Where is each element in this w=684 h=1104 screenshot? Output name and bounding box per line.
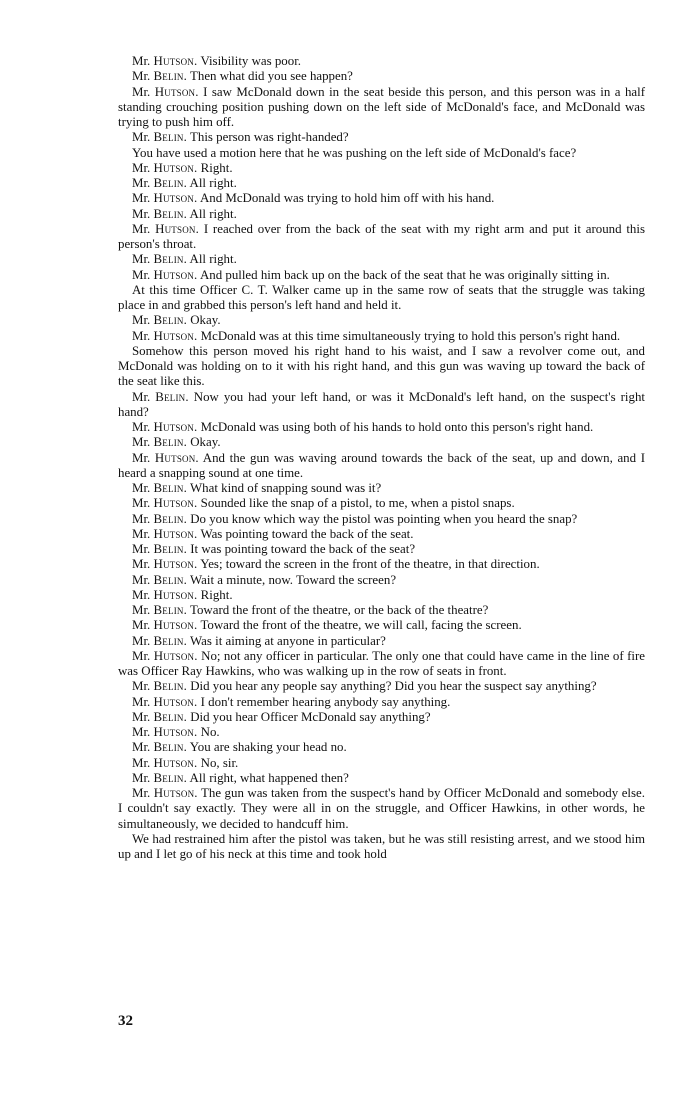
speech-text: No. <box>200 725 220 739</box>
testimony-paragraph <box>118 207 645 222</box>
speech-text: You have used a motion here that he was pushing on the left side of McDonald's face? <box>132 145 577 160</box>
testimony-paragraph <box>118 832 645 863</box>
testimony-paragraph <box>118 725 645 740</box>
testimony-paragraph <box>118 435 645 450</box>
speaker-label: Mr. Belin. <box>132 313 188 328</box>
speaker-label: Mr. Hutson. <box>132 328 198 343</box>
testimony-paragraph <box>118 420 645 435</box>
testimony-paragraph <box>118 329 645 344</box>
speaker-label: Mr. Belin. <box>132 603 188 617</box>
speaker-label: Mr. Hutson. <box>132 267 198 282</box>
testimony-paragraph <box>118 54 645 69</box>
speech-text: It was pointing toward the back of the seat? <box>190 542 416 556</box>
speech-text: I don't remember hearing anybody say anything. <box>200 694 451 709</box>
testimony-paragraph <box>118 542 645 557</box>
speech-text: McDonald was using both of his hands to hold onto this person's right hand. <box>200 420 594 434</box>
speech-text: I reached over from the back of the seat with my right arm and put it around this person's throat. <box>118 221 645 251</box>
testimony-paragraph <box>118 771 645 786</box>
testimony-paragraph <box>118 588 645 603</box>
speech-text: Right. <box>200 587 233 602</box>
speaker-label: Mr. Hutson. <box>132 160 198 175</box>
speech-text: Then what did you see happen? <box>190 69 353 84</box>
testimony-paragraph <box>118 222 645 253</box>
testimony-paragraph <box>118 603 645 618</box>
speech-text: At this time Officer C. T. Walker came up in the same row of seats that the struggle was taking place in and grabbed this person's left hand and held it. <box>118 282 645 312</box>
speech-text: What kind of snapping sound was it? <box>190 481 382 495</box>
transcript-body <box>118 54 645 862</box>
speaker-label: Mr. Belin. <box>132 709 188 724</box>
speech-text: All right. <box>189 252 237 267</box>
testimony-paragraph <box>118 313 645 328</box>
speaker-label: Mr. Hutson. <box>132 496 198 511</box>
testimony-paragraph <box>118 191 645 206</box>
testimony-paragraph <box>118 710 645 725</box>
speech-text: No, sir. <box>200 755 239 770</box>
testimony-paragraph <box>118 390 645 421</box>
speaker-label: Mr. Hutson. <box>132 755 198 770</box>
speaker-label: Mr. Hutson. <box>132 725 198 739</box>
speaker-label: Mr. Hutson. <box>132 557 198 572</box>
speech-text: Do you know which way the pistol was pointing when you heard the snap? <box>190 511 578 526</box>
speaker-label: Mr. Hutson. <box>132 450 199 465</box>
speech-text: McDonald was at this time simultaneously trying to hold this person's right hand. <box>200 328 621 343</box>
testimony-paragraph <box>118 634 645 649</box>
speaker-label: Mr. Belin. <box>132 679 188 694</box>
speech-text: Yes; toward the screen in the front of the theatre, in that direction. <box>200 557 540 572</box>
speech-text: The gun was taken from the suspect's hand by Officer McDonald and somebody else. I couldn't say exactly. They were all in on the struggle, and Officer Hawkins, in other words, he simultaneously, we decided to handcuff him. <box>118 786 645 831</box>
speaker-label: Mr. Hutson. <box>132 191 198 206</box>
speaker-label: Mr. Belin. <box>132 176 188 190</box>
speaker-label: Mr. Belin. <box>132 130 188 145</box>
testimony-paragraph <box>118 557 645 572</box>
testimony-paragraph <box>118 252 645 267</box>
speaker-label: Mr. Belin. <box>132 572 188 587</box>
speech-text: Did you hear any people say anything? Did you hear the suspect say anything? <box>190 679 597 694</box>
speech-text: Toward the front of the theatre, or the back of the theatre? <box>190 603 489 617</box>
speaker-label: Mr. Belin. <box>132 511 188 526</box>
testimony-paragraph <box>118 649 645 680</box>
speech-text: And pulled him back up on the back of the seat that he was originally sitting in. <box>199 267 610 282</box>
speech-text: Wait a minute, now. Toward the screen? <box>190 572 397 587</box>
speaker-label: Mr. Belin. <box>132 740 188 755</box>
testimony-paragraph <box>118 268 645 283</box>
speaker-label: Mr. Belin. <box>132 633 188 648</box>
speaker-label: Mr. Hutson. <box>132 84 199 99</box>
speaker-label: Mr. Hutson. <box>132 526 198 541</box>
testimony-paragraph <box>118 496 645 511</box>
testimony-paragraph <box>118 527 645 542</box>
speech-text: All right. <box>189 176 237 190</box>
speaker-label: Mr. Hutson. <box>132 618 198 633</box>
testimony-paragraph <box>118 756 645 771</box>
speech-text: Did you hear Officer McDonald say anything? <box>190 709 431 724</box>
testimony-paragraph <box>118 481 645 496</box>
speech-text: Sounded like the snap of a pistol, to me, when a pistol snaps. <box>200 496 515 511</box>
speaker-label: Mr. Belin. <box>132 542 188 556</box>
speaker-label: Mr. Belin. <box>132 389 189 404</box>
speech-text: Right. <box>200 160 233 175</box>
testimony-paragraph <box>118 161 645 176</box>
testimony-paragraph <box>118 344 645 390</box>
speech-text: Somehow this person moved his right hand to his waist, and I saw a revolver come out, and McDonald was holding on to it with his right hand, and this gun was waving up toward the back of the seat like this. <box>118 343 645 389</box>
speech-text: Toward the front of the theatre, we will call, facing the screen. <box>200 618 522 633</box>
speech-text: Was pointing toward the back of the seat. <box>200 526 414 541</box>
speaker-label: Mr. Belin. <box>132 69 188 84</box>
speech-text: Visibility was poor. <box>200 54 301 68</box>
speech-text: No; not any officer in particular. The only one that could have came in the line of fire was Officer Ray Hawkins, who was walking up in the row of seats in front. <box>118 648 645 678</box>
speaker-label: Mr. Belin. <box>132 770 188 785</box>
speaker-label: Mr. Belin. <box>132 481 188 495</box>
speaker-label: Mr. Belin. <box>132 206 188 221</box>
speaker-label: Mr. Hutson. <box>132 694 198 709</box>
speech-text: Okay. <box>190 435 221 450</box>
testimony-paragraph <box>118 146 645 161</box>
speech-text: All right. <box>189 206 237 221</box>
testimony-paragraph <box>118 176 645 191</box>
speaker-label: Mr. Hutson. <box>132 221 200 236</box>
testimony-paragraph <box>118 69 645 84</box>
testimony-paragraph <box>118 786 645 832</box>
speaker-label: Mr. Hutson. <box>132 420 198 434</box>
speech-text: Okay. <box>190 313 221 328</box>
testimony-paragraph <box>118 283 645 314</box>
speaker-label: Mr. Hutson. <box>132 54 198 68</box>
testimony-paragraph <box>118 85 645 131</box>
speech-text: And McDonald was trying to hold him off with his hand. <box>199 191 495 206</box>
speech-text: You are shaking your head no. <box>189 740 347 755</box>
speaker-label: Mr. Belin. <box>132 252 188 267</box>
speaker-label: Mr. Hutson. <box>132 648 198 663</box>
speech-text: Now you had your left hand, or was it McDonald's left hand, on the suspect's right hand? <box>118 389 645 419</box>
speech-text: This person was right-handed? <box>190 130 349 145</box>
speech-text: And the gun was waving around towards the back of the seat, up and down, and I heard a snapping sound at one time. <box>118 450 645 480</box>
testimony-paragraph <box>118 512 645 527</box>
speaker-label: Mr. Belin. <box>132 435 188 450</box>
testimony-paragraph <box>118 740 645 755</box>
speech-text: We had restrained him after the pistol was taken, but he was still resisting arrest, and we stood him up and I let go of his neck at this time and took hold <box>118 831 645 861</box>
testimony-paragraph <box>118 130 645 145</box>
speech-text: I saw McDonald down in the seat beside this person, and this person was in a half standing crouching position pushing down on the left side of McDonald's face, and McDonald was trying to push him off. <box>118 84 645 129</box>
testimony-paragraph <box>118 618 645 633</box>
testimony-paragraph <box>118 679 645 694</box>
testimony-paragraph <box>118 695 645 710</box>
speech-text: Was it aiming at anyone in particular? <box>190 633 386 648</box>
testimony-paragraph <box>118 451 645 482</box>
page-number: 32 <box>118 1013 133 1029</box>
speaker-label: Mr. Hutson. <box>132 587 198 602</box>
testimony-paragraph <box>118 573 645 588</box>
speech-text: All right, what happened then? <box>189 770 349 785</box>
speaker-label: Mr. Hutson. <box>132 786 198 800</box>
